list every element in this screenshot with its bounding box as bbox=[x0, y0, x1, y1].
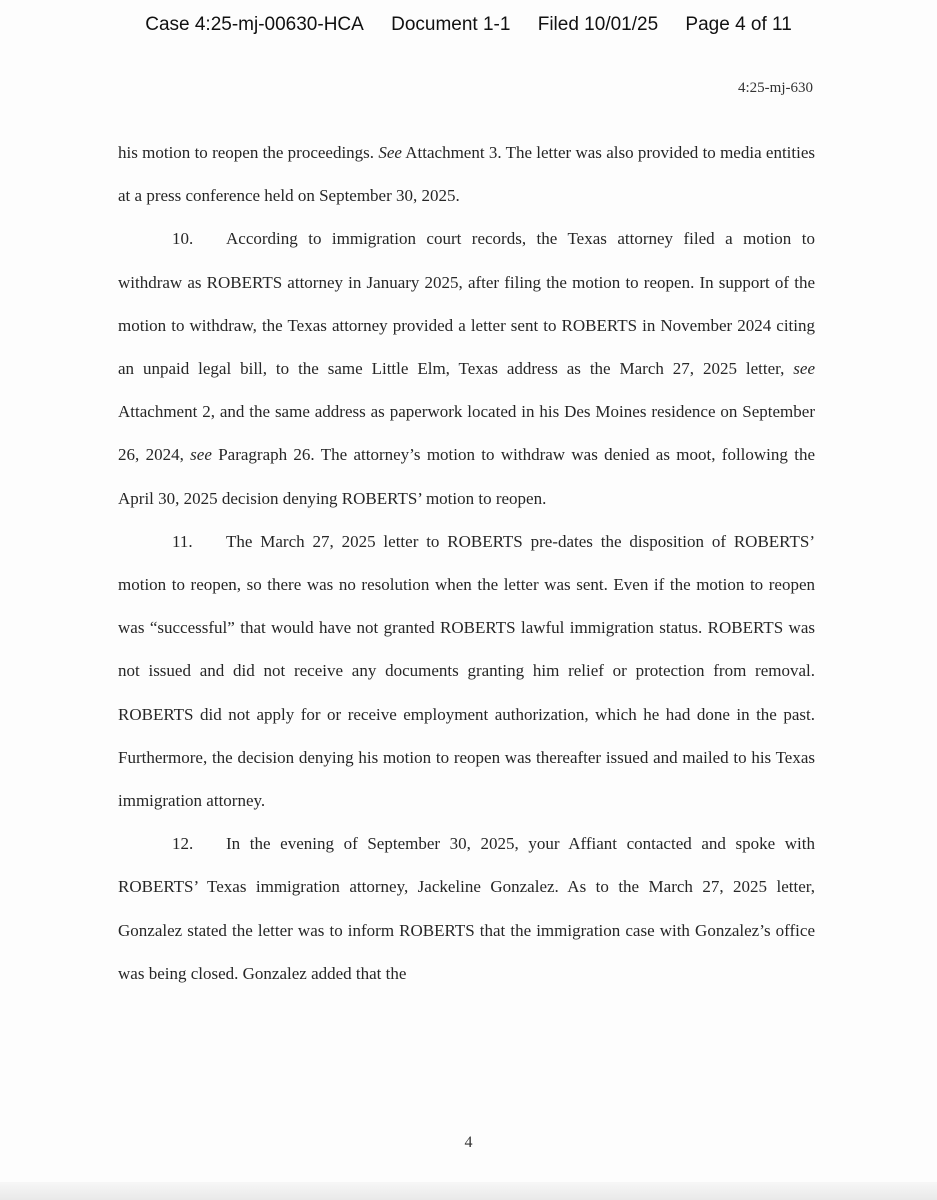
paragraph-citation-signal: See bbox=[378, 143, 402, 162]
paragraph-citation-signal: see bbox=[793, 359, 815, 379]
paragraph-10 bbox=[118, 217, 815, 519]
header-filed-date: Filed 10/01/25 bbox=[537, 14, 659, 35]
paragraph-number: 10. bbox=[172, 229, 194, 249]
paragraph-number: 11. bbox=[172, 531, 193, 551]
paragraph-11 bbox=[118, 520, 815, 822]
paragraph-text: Attachment 3. The letter was also provided to media entities at a press conference held on September 30, 2025. bbox=[118, 143, 815, 206]
paragraph-number: 12. bbox=[172, 834, 194, 854]
header-document-number: Document 1-1 bbox=[391, 14, 511, 35]
case-reference: 4:25-mj-630 bbox=[738, 80, 813, 96]
paragraph-text: Attachment 2, and the same address as paperwork located in his Des Moines residence on September 26, 2024, bbox=[118, 402, 815, 465]
ecf-header-stamp bbox=[0, 14, 937, 36]
paragraph-text: his motion to reopen the proceedings. bbox=[118, 143, 379, 162]
page-number: 4 bbox=[464, 1134, 473, 1151]
paragraph-text: According to immigration court records, the Texas attorney filed a motion to withdraw as ROBERTS attorney in January 2025, after filing the motion to reopen. In support of the motion to withdraw, the Texas attorney provided a letter sent to ROBERTS in November 2024 citing an unpaid legal bill, to the same Little Elm, Texas address as the March 27, 2025 letter, bbox=[118, 229, 815, 379]
scan-bottom-edge bbox=[0, 1182, 937, 1200]
header-page-count: Page 4 of 11 bbox=[685, 14, 792, 35]
paragraph-text: Paragraph 26. The attorney’s motion to withdraw was denied as moot, following the April 30, 2025 decision denying ROBERTS’ motion to reopen. bbox=[118, 445, 815, 508]
document-body bbox=[118, 131, 815, 995]
paragraph-text: In the evening of September 30, 2025, your Affiant contacted and spoke with ROBERTS’ Texas immigration attorney, Jackeline Gonzalez. As to the March 27, 2025 letter, Gonzalez stated the letter was to inform ROBERTS that the immigration case with Gonzalez’s office was being closed. Gonzalez added that the bbox=[118, 834, 815, 983]
paragraph-citation-signal: see bbox=[190, 445, 212, 465]
paragraph-text: The March 27, 2025 letter to ROBERTS pre-dates the disposition of ROBERTS’ motion to reopen, so there was no resolution when the letter was sent. Even if the motion to reopen was “successful” that would have not granted ROBERTS lawful immigration status. ROBERTS was not issued and did not receive any documents granting him relief or protection from removal. ROBERTS did not apply for or receive employment authorization, which he had done in the past. Furthermore, the decision denying his motion to reopen was thereafter issued and mailed to his Texas immigration attorney. bbox=[118, 531, 815, 811]
paragraph-12 bbox=[118, 822, 815, 995]
paragraph-9-continued bbox=[118, 131, 815, 217]
header-case-number: Case 4:25-mj-00630-HCA bbox=[145, 14, 364, 35]
